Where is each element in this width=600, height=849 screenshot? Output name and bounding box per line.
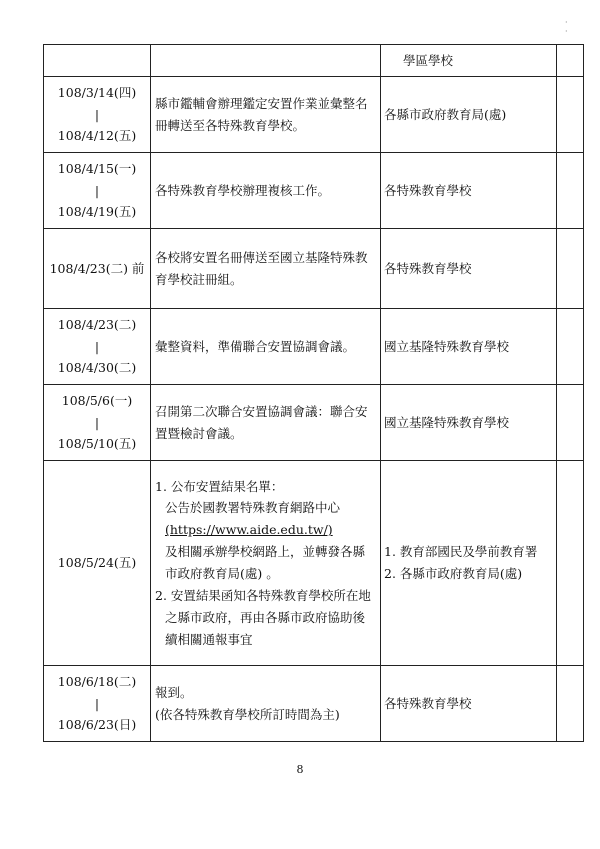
table-row xyxy=(44,153,584,229)
note-cell xyxy=(557,309,584,385)
table-row xyxy=(44,77,584,153)
date-separator: | xyxy=(94,182,100,198)
task-cell xyxy=(151,153,381,229)
date-cell xyxy=(44,309,151,385)
task-text: 續相關通報事宜 xyxy=(165,631,253,647)
date-start: 108/6/18(二) xyxy=(57,673,137,689)
table-row xyxy=(44,461,584,666)
date-end: 108/4/19(五) xyxy=(57,204,137,220)
unit-cell xyxy=(381,45,557,77)
note-cell xyxy=(557,45,584,77)
table-row xyxy=(44,45,584,77)
task-text: 各特殊教育學校辦理複核工作。 xyxy=(155,182,331,198)
task-cell xyxy=(151,666,381,742)
unit-cell xyxy=(381,77,557,153)
note-cell xyxy=(557,153,584,229)
task-text: 置暨檢討會議。 xyxy=(155,425,243,441)
date-separator: | xyxy=(94,414,100,430)
table-row xyxy=(44,385,584,461)
note-cell xyxy=(557,385,584,461)
date-start: 108/4/15(一) xyxy=(57,160,137,176)
note-cell xyxy=(557,77,584,153)
task-cell xyxy=(151,229,381,309)
task-text: 召開第二次聯合安置協調會議：聯合安 xyxy=(155,403,368,419)
date-start: 108/4/23(二) xyxy=(57,316,137,332)
unit-text: 國立基隆特殊教育學校 xyxy=(384,338,510,354)
task-text: 縣市鑑輔會辦理鑑定安置作業並彙整名 xyxy=(155,95,368,111)
date-cell xyxy=(44,385,151,461)
date-start: 108/3/14(四) xyxy=(57,84,137,100)
task-text: 各校將安置名冊傳送至國立基隆特殊教 xyxy=(155,249,368,265)
date-end: 108/5/10(五) xyxy=(57,436,137,452)
unit-text: 學區學校 xyxy=(403,52,454,68)
date-single: 108/4/23(二) 前 xyxy=(49,260,145,276)
task-text: 市政府教育局(處) 。 xyxy=(165,566,279,581)
note-cell xyxy=(557,666,584,742)
task-text: (依各特殊教育學校所訂時間為主) xyxy=(155,706,340,722)
task-text: 及相關承辦學校網路上，並轉發各縣 xyxy=(165,544,366,560)
unit-text: 國立基隆特殊教育學校 xyxy=(384,414,510,430)
unit-cell xyxy=(381,666,557,742)
task-cell xyxy=(151,309,381,385)
page-number: 8 xyxy=(296,763,304,776)
task-text: 之縣市政府，再由各縣市政府協助後 xyxy=(165,609,366,625)
table-row xyxy=(44,229,584,309)
date-start: 108/5/6(一) xyxy=(61,392,133,408)
unit-cell xyxy=(381,153,557,229)
date-cell xyxy=(44,45,151,77)
unit-text: 各縣市政府教育局(處) xyxy=(384,106,507,122)
date-cell xyxy=(44,229,151,309)
date-cell xyxy=(44,77,151,153)
aide-url-link[interactable]: (https://www.aide.edu.tw/) xyxy=(165,522,333,538)
date-separator: | xyxy=(94,106,100,122)
unit-text: 2. 各縣市政府教育局(處) xyxy=(384,566,523,581)
table-row xyxy=(44,309,584,385)
task-text: 冊轉送至各特殊教育學校。 xyxy=(155,117,306,133)
schedule-table xyxy=(43,44,584,742)
table-row xyxy=(44,666,584,742)
task-cell xyxy=(151,461,381,666)
unit-text: 各特殊教育學校 xyxy=(384,182,472,198)
date-end: 108/4/12(五) xyxy=(57,128,137,144)
task-cell xyxy=(151,45,381,77)
date-end: 108/4/30(二) xyxy=(57,360,137,376)
date-cell xyxy=(44,666,151,742)
unit-text: 各特殊教育學校 xyxy=(384,695,472,711)
unit-cell xyxy=(381,461,557,666)
date-separator: | xyxy=(94,695,100,711)
date-separator: | xyxy=(94,338,100,354)
task-text: 育學校註冊組。 xyxy=(155,271,243,287)
task-cell xyxy=(151,77,381,153)
note-cell xyxy=(557,229,584,309)
date-cell xyxy=(44,153,151,229)
date-end: 108/6/23(日) xyxy=(57,717,137,733)
note-cell xyxy=(557,461,584,666)
unit-cell xyxy=(381,385,557,461)
task-text: 報到。 xyxy=(155,684,193,700)
corner-scan-mark: · · xyxy=(565,18,578,36)
task-cell xyxy=(151,385,381,461)
unit-text: 各特殊教育學校 xyxy=(384,260,472,276)
unit-cell xyxy=(381,309,557,385)
task-text: 2. 安置結果函知各特殊教育學校所在地 xyxy=(155,587,371,603)
task-text: 公告於國教署特殊教育網路中心 xyxy=(165,500,341,516)
date-single: 108/5/24(五) xyxy=(57,555,137,571)
date-cell xyxy=(44,461,151,666)
unit-text: 1. 教育部國民及學前教育署 xyxy=(384,544,538,560)
unit-cell xyxy=(381,229,557,309)
task-text: 彙整資料，準備聯合安置協調會議。 xyxy=(155,338,356,354)
task-text: 1. 公布安置結果名單： xyxy=(155,478,284,494)
